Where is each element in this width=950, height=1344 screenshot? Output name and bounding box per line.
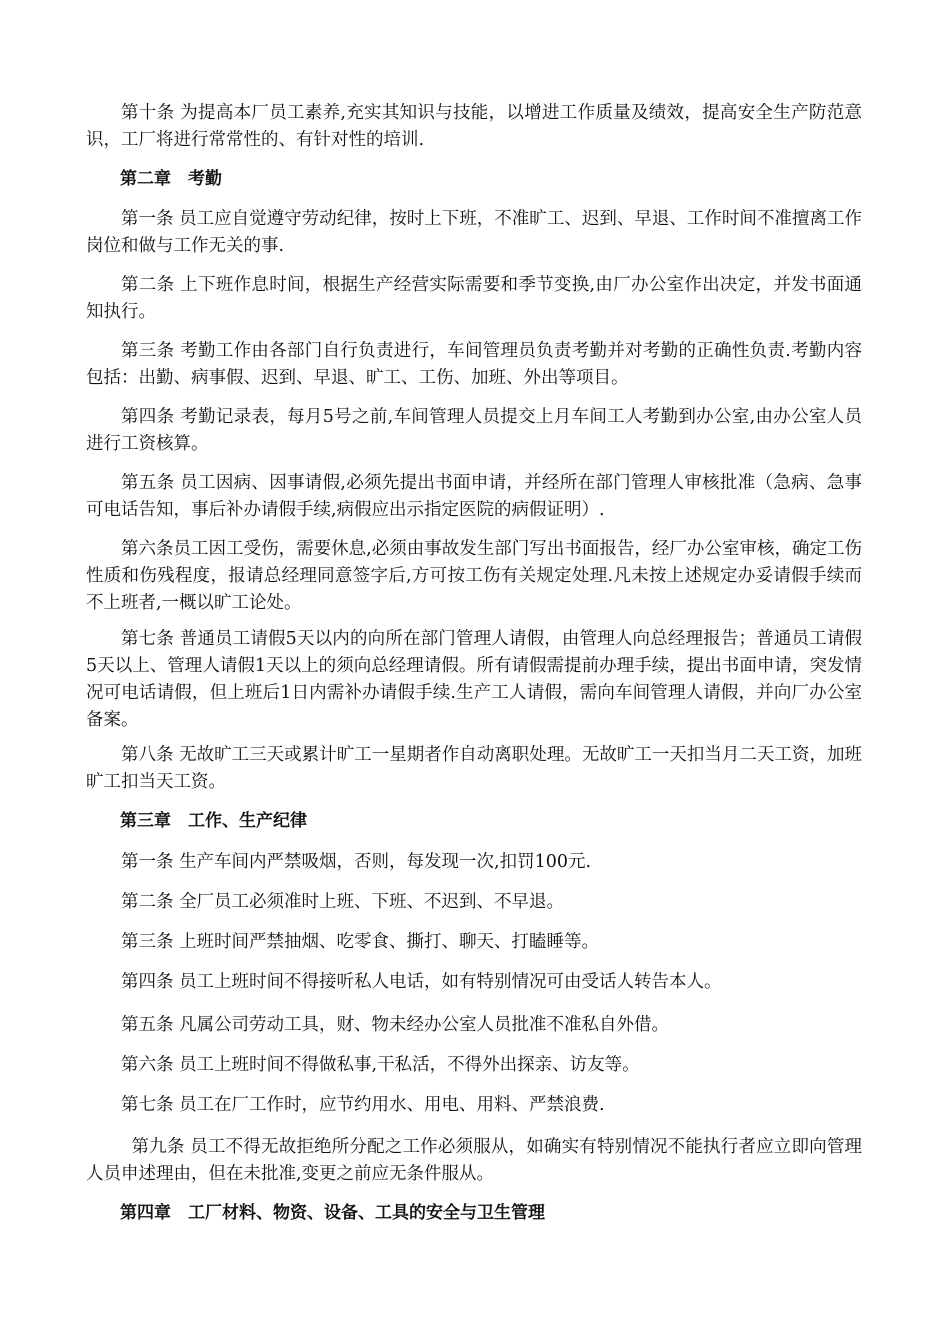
paragraph-ch3-article-2: 第二条 全厂员工必须准时上班、下班、不迟到、不早退。 xyxy=(121,892,565,912)
paragraph-ch3-article-9: 第九条 员工不得无故拒绝所分配之工作必须服从，如确实有特别情况不能执行者应立即向管理人员申述理由，但在未批准,变更之前应无条件服从。 xyxy=(86,1137,862,1184)
paragraph-ch3-article-3: 第三条 上班时间严禁抽烟、吃零食、撕打、聊天、打瞌睡等。 xyxy=(121,932,600,952)
chapter-heading-2: 第二章 考勤 xyxy=(120,169,222,189)
paragraph-ch2-article-1: 第一条 员工应自觉遵守劳动纪律，按时上下班，不准旷工、迟到、早退、工作时间不准擅离工作岗位和做与工作无关的事. xyxy=(86,209,862,256)
paragraph-ch2-article-6: 第六条员工因工受伤，需要休息,必须由事故发生部门写出书面报告，经厂办公室审核，确定工伤性质和伤残程度，报请总经理同意签字后,方可按工伤有关规定处理.凡未按上述规定办妥请假手续而不上班者,一概以旷工论处。 xyxy=(86,539,862,613)
paragraph-ch2-article-7: 第七条 普通员工请假5天以内的向所在部门管理人请假，由管理人向总经理报告；普通员工请假5天以上、管理人请假1天以上的须向总经理请假。所有请假需提前办理手续，提出书面申请，突发情况可电话请假，但上班后1日内需补办请假手续.生产工人请假，需向车间管理人请假，并向厂办公室备案。 xyxy=(86,629,862,730)
chapter-heading-4: 第四章 工厂材料、物资、设备、工具的安全与卫生管理 xyxy=(120,1203,545,1223)
paragraph-ch2-article-2: 第二条 上下班作息时间，根据生产经营实际需要和季节变换,由厂办公室作出决定，并发书面通知执行。 xyxy=(86,275,862,322)
paragraph-ch3-article-6: 第六条 员工上班时间不得做私事,干私活，不得外出探亲、访友等。 xyxy=(121,1055,640,1075)
chapter-heading-3: 第三章 工作、生产纪律 xyxy=(120,811,307,831)
paragraph-ch2-article-4: 第四条 考勤记录表，每月5号之前,车间管理人员提交上月车间工人考勤到办公室,由办公室人员进行工资核算。 xyxy=(86,407,862,454)
paragraph-ch3-article-7: 第七条 员工在厂工作时，应节约用水、用电、用料、严禁浪费. xyxy=(121,1095,605,1115)
paragraph-ch3-article-4: 第四条 员工上班时间不得接听私人电话，如有特别情况可由受话人转告本人。 xyxy=(121,972,722,992)
paragraph-ch2-article-8: 第八条 无故旷工三天或累计旷工一星期者作自动离职处理。无故旷工一天扣当月二天工资，加班旷工扣当天工资。 xyxy=(86,745,862,792)
paragraph-ch2-article-5: 第五条 员工因病、因事请假,必须先提出书面申请，并经所在部门管理人审核批准（急病、急事可电话告知，事后补办请假手续,病假应出示指定医院的病假证明）. xyxy=(86,473,862,520)
paragraph-ch3-article-1: 第一条 生产车间内严禁吸烟，否则，每发现一次,扣罚100元. xyxy=(121,852,592,872)
paragraph-ch2-article-3: 第三条 考勤工作由各部门自行负责进行，车间管理员负责考勤并对考勤的正确性负责.考勤内容包括：出勤、病事假、迟到、早退、旷工、工伤、加班、外出等项目。 xyxy=(86,341,862,388)
paragraph-ch3-article-5: 第五条 凡属公司劳动工具，财、物未经办公室人员批准不准私自外借。 xyxy=(121,1015,670,1035)
paragraph-ch1-article-10: 第十条 为提高本厂员工素养,充实其知识与技能，以增进工作质量及绩效，提高安全生产防范意识，工厂将进行常常性的、有针对性的培训. xyxy=(86,103,862,150)
